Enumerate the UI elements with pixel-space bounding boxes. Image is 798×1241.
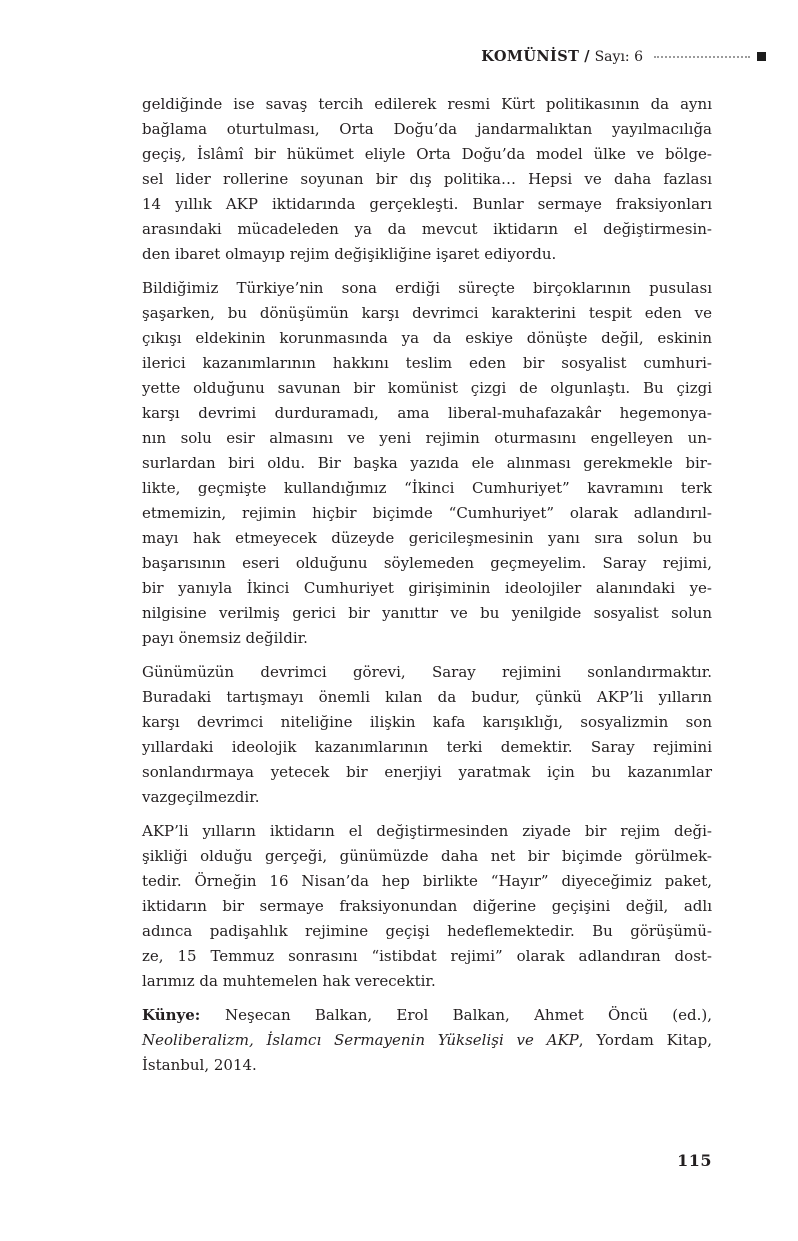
text-line [142,376,712,401]
text-line [142,301,712,326]
body-text: mayı hak etmeyecek düzeyde gericileşmesinin yanı sıra solun bu [142,529,712,547]
body-text: geldiğinde ise savaş tercih edilerek resmi Kürt politikasının da aynı [142,95,712,113]
text-line [142,117,712,142]
dotted-leader-line [654,56,750,58]
text-line [142,894,712,919]
body-text: nilgisine verilmiş gerici bir yanıttır ve bu yenilgide sosyalist solun [142,604,712,622]
text-line [142,501,712,526]
text-line [142,626,712,651]
text-line [142,92,712,117]
body-text: çıkışı eldekinin korunmasında ya da eskiye dönüşte değil, eskinin [142,329,712,347]
body-text: Bildiğimiz Türkiye’nin sona erdiği süreçte birçoklarının pusulası [142,279,712,297]
text-line [142,685,712,710]
text-line [142,710,712,735]
text-line [142,1053,712,1078]
body-text: tedir. Örneğin 16 Nisan’da hep birlikte “Hayır” diyeceğimiz paket, [142,872,712,890]
page-number: 115 [677,1151,712,1170]
body-text: vazgeçilmezdir. [142,788,260,806]
italic-text: Neoliberalizm, İslamcı Sermayenin Yükselişi ve AKP [142,1031,579,1049]
body-text: bir yanıyla İkinci Cumhuriyet girişiminin ideolojiler alanındaki ye- [142,579,712,597]
square-bullet-icon [757,52,766,61]
body-text: ze, 15 Temmuz sonrasını “istibdat rejimi” olarak adlandıran dost- [142,947,712,965]
text-line [142,167,712,192]
body-text: 14 yıllık AKP iktidarında gerçekleşti. Bunlar sermaye fraksiyonları [142,195,712,213]
text-line [142,192,712,217]
paragraph [142,660,712,810]
body-text: nın solu esir almasını ve yeni rejimin oturmasını engelleyen un- [142,429,712,447]
body-text: sonlandırmaya yetecek bir enerjiyi yaratmak için bu kazanımlar [142,763,712,781]
text-line [142,919,712,944]
body-text: karşı devrimci niteliğine ilişkin kafa karışıklığı, sosyalizmin son [142,713,712,731]
body-text: iktidarın bir sermaye fraksiyonundan diğerine geçişini değil, adlı [142,897,712,915]
text-line [142,576,712,601]
body-text: şikliği olduğu gerçeği, günümüzde daha net bir biçimde görülmek- [142,847,712,865]
body-text: surlardan biri oldu. Bir başka yazıda ele alınması gerekmekle bir- [142,454,712,472]
text-line [142,1003,712,1028]
body-text: geçiş, İslâmî bir hükümet eliyle Orta Doğu’da model ülke ve bölge- [142,145,712,163]
body-text: AKP’li yılların iktidarın el değiştirmesinden ziyade bir rejim deği- [142,822,712,840]
paragraph [142,92,712,267]
body-text: larımız da muhtemelen hak verecektir. [142,972,436,990]
text-line [142,451,712,476]
body-text: Buradaki tartışmayı önemli kılan da budur, çünkü AKP’li yılların [142,688,712,706]
paragraph [142,1003,712,1078]
body-text: İstanbul, 2014. [142,1056,257,1074]
text-line [142,1028,712,1053]
text-line [142,526,712,551]
body-text: den ibaret olmayıp rejim değişikliğine işaret ediyordu. [142,245,557,263]
body-text: , Yordam Kitap, [578,1031,712,1049]
body-text: etmemizin, rejimin hiçbir biçimde “Cumhuriyet” olarak adlandırıl- [142,504,712,522]
text-line [142,944,712,969]
body-text: yıllardaki ideolojik kazanımlarının terki demektir. Saray rejimini [142,738,712,756]
text-line [142,326,712,351]
body-text: likte, geçmişte kullandığımız “İkinci Cumhuriyet” kavramını terk [142,479,712,497]
body-text: şaşarken, bu dönüşümün karşı devrimci karakterini tespit eden ve [142,304,712,322]
text-line [142,760,712,785]
text-line [142,819,712,844]
body-text: sel lider rollerine soyunan bir dış politika… Hepsi ve daha fazlası [142,170,712,188]
text-line [142,601,712,626]
body-text: başarısının eseri olduğunu söylemeden geçmeyelim. Saray rejimi, [142,554,712,572]
text-line [142,476,712,501]
bold-text: Künye: [142,1006,226,1024]
text-line [142,869,712,894]
text-line [142,785,712,810]
text-line [142,276,712,301]
text-line [142,242,712,267]
body-text: karşı devrimi durduramadı, ama liberal-muhafazakâr hegemonya- [142,404,712,422]
body-text: adınca padişahlık rejimine geçişi hedeflemektedir. Bu görüşümü- [142,922,712,940]
body-text: yette olduğunu savunan bir komünist çizgi de olgunlaştı. Bu çizgi [142,379,712,397]
text-line [142,735,712,760]
body-text: arasındaki mücadeleden ya da mevcut iktidarın el değiştirmesin- [142,220,712,238]
text-line [142,401,712,426]
paragraph [142,819,712,994]
text-line [142,142,712,167]
paragraph [142,276,712,651]
text-line [142,351,712,376]
text-line [142,551,712,576]
body-text: ilerici kazanımlarının hakkını teslim eden bir sosyalist cumhuri- [142,354,712,372]
text-line [142,660,712,685]
journal-title: KOMÜNİST [481,48,580,65]
issue-label: Sayı: 6 [594,48,643,65]
text-line [142,969,712,994]
body-text: bağlama oturtulması, Orta Doğu’da jandarmalıktan yayılmacılığa [142,120,712,138]
text-line [142,844,712,869]
article-body [142,92,712,1078]
text-line [142,426,712,451]
body-text: Neşecan Balkan, Erol Balkan, Ahmet Öncü (ed.), [225,1006,712,1024]
body-text: payı önemsiz değildir. [142,629,308,647]
body-text: Günümüzün devrimci görevi, Saray rejimini sonlandırmaktır. [142,663,712,681]
page-header [481,48,766,65]
header-separator: / [584,48,590,65]
text-line [142,217,712,242]
